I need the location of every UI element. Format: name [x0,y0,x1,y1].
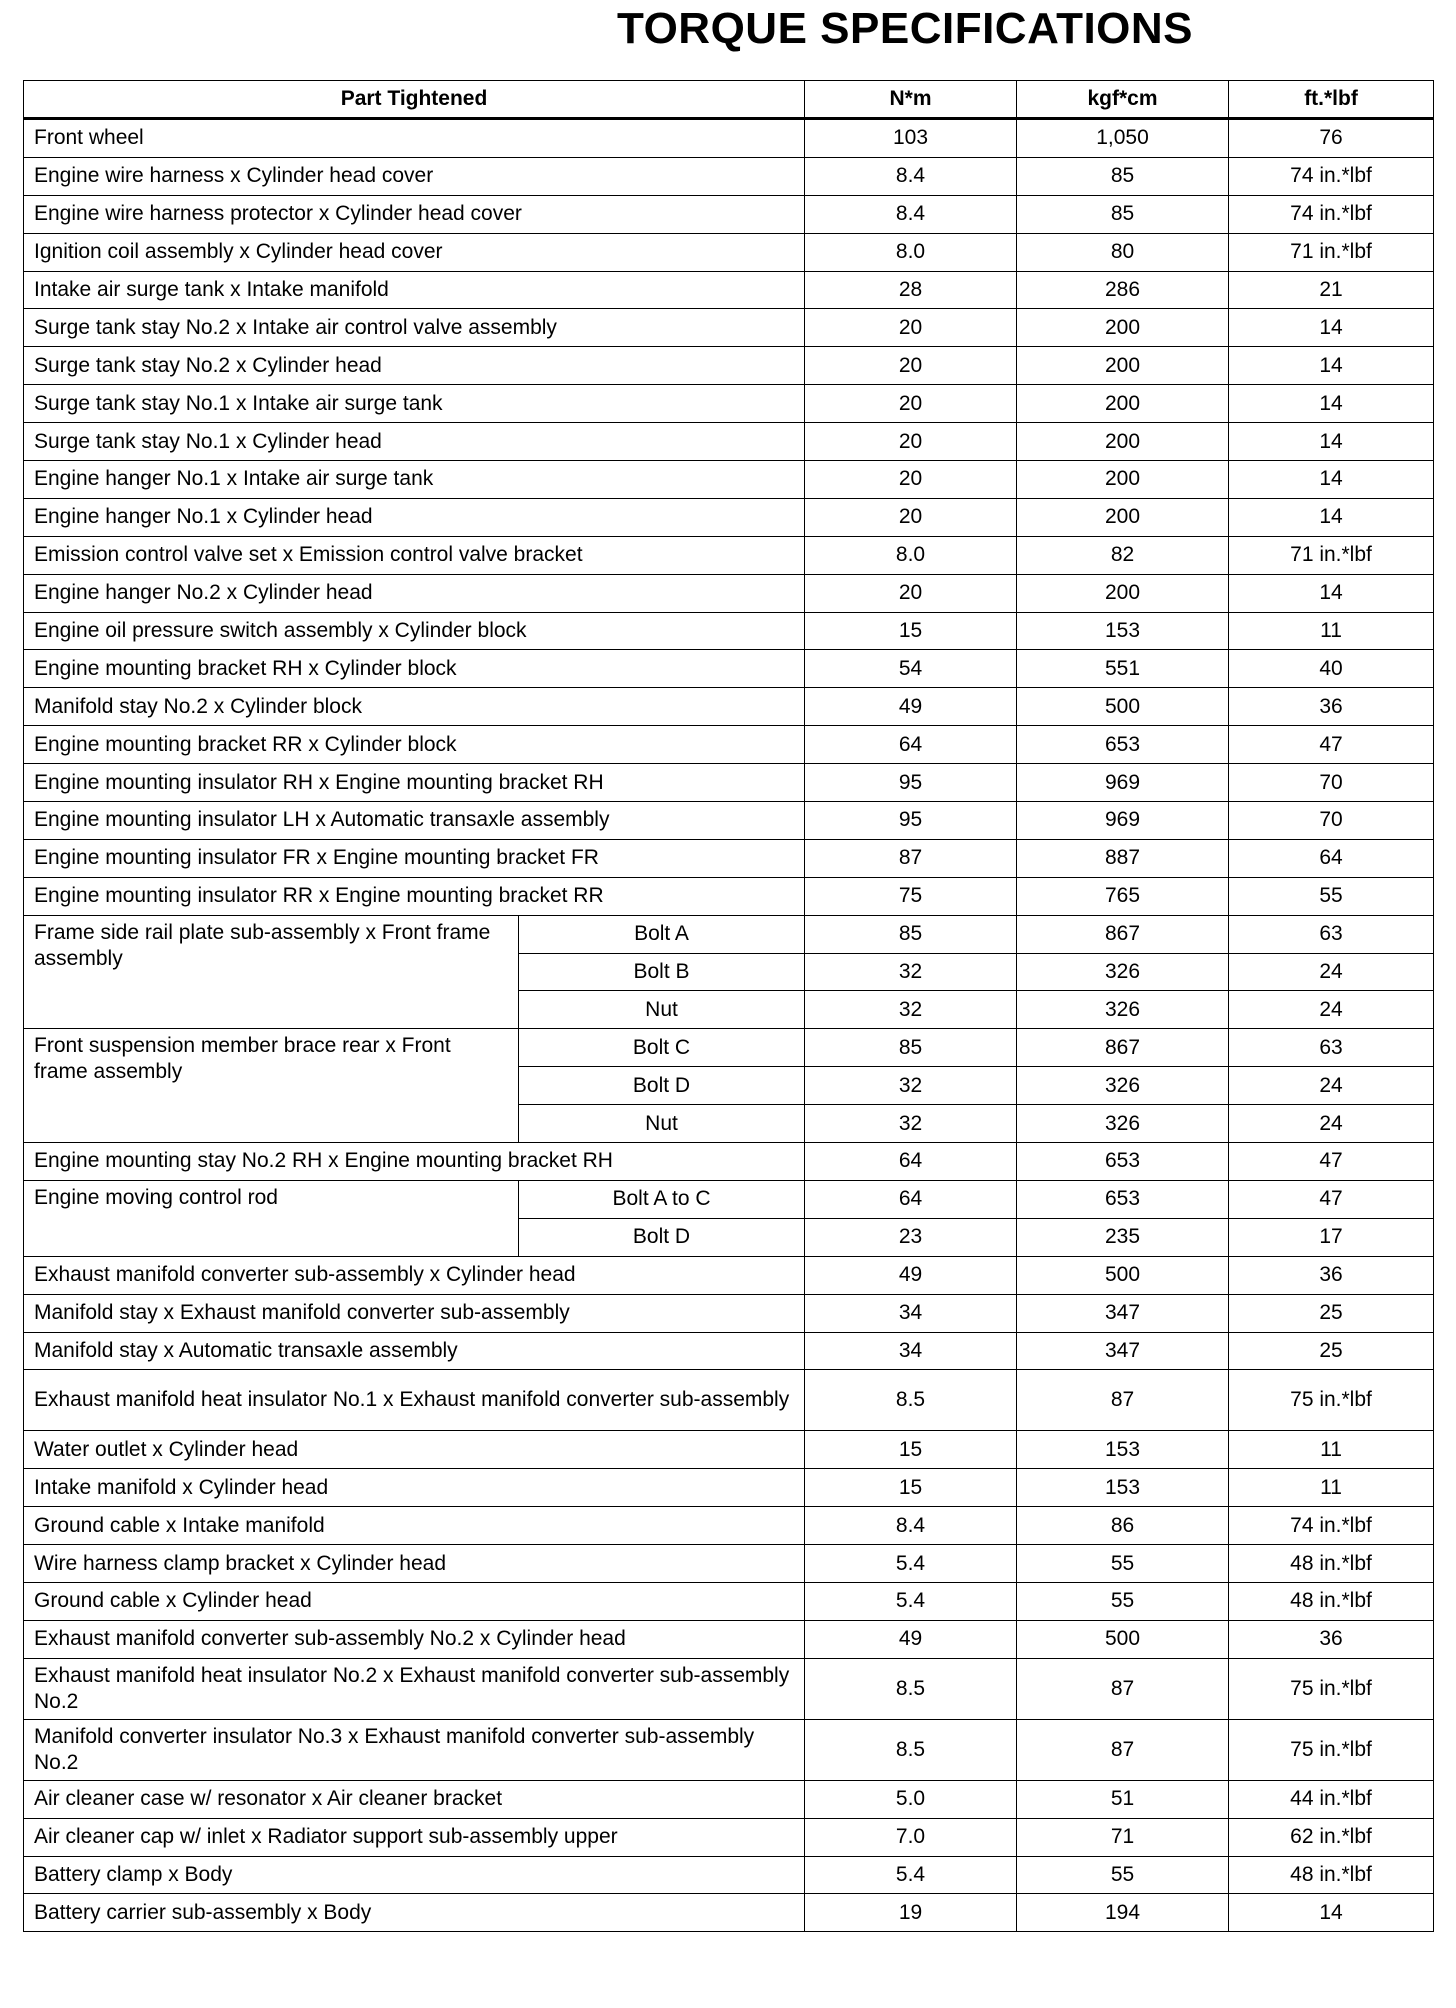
table-row [24,1256,1434,1294]
header-ft-lbf: ft.*lbf [1229,81,1434,119]
table-row [24,157,1434,195]
table-row [24,119,1434,158]
kgf-cm-cell: 326 [1017,991,1229,1029]
kgf-cm-cell: 153 [1017,1469,1229,1507]
table-row [24,574,1434,612]
part-tightened-cell: Engine hanger No.1 x Cylinder head [24,498,805,536]
header-row [24,81,1434,119]
fastener-cell: Bolt C [519,1029,805,1067]
ft-lbf-cell: 75 in.*lbf [1229,1719,1434,1780]
nm-cell: 64 [805,1143,1017,1181]
header-part-tightened: Part Tightened [24,81,805,119]
kgf-cm-cell: 653 [1017,726,1229,764]
nm-cell: 5.4 [805,1582,1017,1620]
part-tightened-cell: Engine mounting insulator RH x Engine mounting bracket RH [24,764,805,802]
nm-cell: 23 [805,1218,1017,1256]
part-tightened-cell: Engine mounting insulator LH x Automatic transaxle assembly [24,802,805,840]
ft-lbf-cell: 62 in.*lbf [1229,1818,1434,1856]
ft-lbf-cell: 24 [1229,953,1434,991]
table-header [24,81,1434,119]
fastener-cell: Nut [519,1105,805,1143]
table-row [24,839,1434,877]
table-row [24,1370,1434,1431]
ft-lbf-cell: 64 [1229,839,1434,877]
kgf-cm-cell: 235 [1017,1218,1229,1256]
part-tightened-cell: Frame side rail plate sub-assembly x Front frame assembly [24,915,519,1029]
page-title: TORQUE SPECIFICATIONS [617,4,1194,53]
nm-cell: 87 [805,839,1017,877]
table-row [24,915,1434,953]
part-tightened-cell: Engine oil pressure switch assembly x Cylinder block [24,612,805,650]
nm-cell: 64 [805,726,1017,764]
table-row [24,1582,1434,1620]
table-row [24,802,1434,840]
part-tightened-cell: Surge tank stay No.1 x Cylinder head [24,423,805,461]
header-kgf-cm: kgf*cm [1017,81,1229,119]
part-tightened-cell: Engine mounting bracket RR x Cylinder block [24,726,805,764]
nm-cell: 20 [805,574,1017,612]
ft-lbf-cell: 40 [1229,650,1434,688]
table-row [24,650,1434,688]
kgf-cm-cell: 286 [1017,271,1229,309]
nm-cell: 8.0 [805,233,1017,271]
ft-lbf-cell: 48 in.*lbf [1229,1856,1434,1894]
kgf-cm-cell: 200 [1017,347,1229,385]
part-tightened-cell: Engine mounting insulator FR x Engine mounting bracket FR [24,839,805,877]
ft-lbf-cell: 11 [1229,612,1434,650]
part-tightened-cell: Engine mounting insulator RR x Engine mounting bracket RR [24,877,805,915]
table-row [24,1545,1434,1583]
table-row [24,1658,1434,1719]
nm-cell: 8.4 [805,1507,1017,1545]
ft-lbf-cell: 70 [1229,764,1434,802]
part-tightened-cell: Surge tank stay No.2 x Cylinder head [24,347,805,385]
fastener-cell: Bolt A [519,915,805,953]
nm-cell: 54 [805,650,1017,688]
nm-cell: 20 [805,461,1017,499]
part-tightened-cell: Engine mounting stay No.2 RH x Engine mounting bracket RH [24,1143,805,1181]
kgf-cm-cell: 347 [1017,1332,1229,1370]
kgf-cm-cell: 200 [1017,309,1229,347]
table-row [24,1719,1434,1780]
part-tightened-cell: Engine wire harness x Cylinder head cover [24,157,805,195]
part-tightened-cell: Exhaust manifold converter sub-assembly x Cylinder head [24,1256,805,1294]
kgf-cm-cell: 153 [1017,1431,1229,1469]
ft-lbf-cell: 25 [1229,1332,1434,1370]
ft-lbf-cell: 17 [1229,1218,1434,1256]
nm-cell: 85 [805,1029,1017,1067]
part-tightened-cell: Engine mounting bracket RH x Cylinder block [24,650,805,688]
ft-lbf-cell: 14 [1229,574,1434,612]
nm-cell: 32 [805,1105,1017,1143]
ft-lbf-cell: 48 in.*lbf [1229,1545,1434,1583]
kgf-cm-cell: 55 [1017,1545,1229,1583]
part-tightened-cell: Exhaust manifold heat insulator No.1 x Exhaust manifold converter sub-assembly [24,1370,805,1431]
nm-cell: 5.4 [805,1545,1017,1583]
header-nm: N*m [805,81,1017,119]
kgf-cm-cell: 969 [1017,802,1229,840]
nm-cell: 103 [805,119,1017,158]
kgf-cm-cell: 200 [1017,498,1229,536]
kgf-cm-cell: 82 [1017,536,1229,574]
nm-cell: 85 [805,915,1017,953]
table-row [24,309,1434,347]
part-tightened-cell: Air cleaner case w/ resonator x Air cleaner bracket [24,1780,805,1818]
part-tightened-cell: Engine hanger No.1 x Intake air surge tank [24,461,805,499]
table-row [24,423,1434,461]
part-tightened-cell: Emission control valve set x Emission control valve bracket [24,536,805,574]
ft-lbf-cell: 55 [1229,877,1434,915]
part-tightened-cell: Front suspension member brace rear x Front frame assembly [24,1029,519,1143]
ft-lbf-cell: 74 in.*lbf [1229,195,1434,233]
table-row [24,764,1434,802]
table-row [24,498,1434,536]
nm-cell: 5.0 [805,1780,1017,1818]
ft-lbf-cell: 14 [1229,385,1434,423]
part-tightened-cell: Wire harness clamp bracket x Cylinder head [24,1545,805,1583]
ft-lbf-cell: 75 in.*lbf [1229,1370,1434,1431]
nm-cell: 20 [805,423,1017,461]
kgf-cm-cell: 326 [1017,953,1229,991]
table-row [24,1180,1434,1218]
table-row [24,347,1434,385]
kgf-cm-cell: 87 [1017,1658,1229,1719]
table-row [24,536,1434,574]
ft-lbf-cell: 48 in.*lbf [1229,1582,1434,1620]
table-row [24,1620,1434,1658]
fastener-cell: Nut [519,991,805,1029]
kgf-cm-cell: 653 [1017,1180,1229,1218]
nm-cell: 8.4 [805,195,1017,233]
part-tightened-cell: Manifold stay x Exhaust manifold converter sub-assembly [24,1294,805,1332]
nm-cell: 95 [805,802,1017,840]
torque-table [23,80,1434,1932]
nm-cell: 49 [805,688,1017,726]
kgf-cm-cell: 85 [1017,157,1229,195]
kgf-cm-cell: 653 [1017,1143,1229,1181]
nm-cell: 95 [805,764,1017,802]
kgf-cm-cell: 500 [1017,1256,1229,1294]
table-row [24,1029,1434,1067]
kgf-cm-cell: 326 [1017,1105,1229,1143]
ft-lbf-cell: 75 in.*lbf [1229,1658,1434,1719]
nm-cell: 32 [805,953,1017,991]
table-row [24,1469,1434,1507]
nm-cell: 20 [805,498,1017,536]
nm-cell: 5.4 [805,1856,1017,1894]
page-header [0,0,1456,58]
fastener-cell: Bolt B [519,953,805,991]
nm-cell: 7.0 [805,1818,1017,1856]
table-row [24,1856,1434,1894]
kgf-cm-cell: 551 [1017,650,1229,688]
kgf-cm-cell: 200 [1017,423,1229,461]
table-row [24,726,1434,764]
ft-lbf-cell: 63 [1229,1029,1434,1067]
ft-lbf-cell: 47 [1229,1180,1434,1218]
kgf-cm-cell: 200 [1017,574,1229,612]
nm-cell: 49 [805,1256,1017,1294]
part-tightened-cell: Water outlet x Cylinder head [24,1431,805,1469]
table-row [24,461,1434,499]
table-row [24,1507,1434,1545]
part-tightened-cell: Engine wire harness protector x Cylinder head cover [24,195,805,233]
table-row [24,688,1434,726]
table-row [24,1780,1434,1818]
ft-lbf-cell: 47 [1229,1143,1434,1181]
ft-lbf-cell: 11 [1229,1469,1434,1507]
kgf-cm-cell: 867 [1017,915,1229,953]
table-row [24,1894,1434,1932]
ft-lbf-cell: 63 [1229,915,1434,953]
part-tightened-cell: Battery carrier sub-assembly x Body [24,1894,805,1932]
kgf-cm-cell: 85 [1017,195,1229,233]
kgf-cm-cell: 765 [1017,877,1229,915]
kgf-cm-cell: 200 [1017,385,1229,423]
part-tightened-cell: Exhaust manifold converter sub-assembly No.2 x Cylinder head [24,1620,805,1658]
ft-lbf-cell: 14 [1229,347,1434,385]
ft-lbf-cell: 14 [1229,309,1434,347]
part-tightened-cell: Air cleaner cap w/ inlet x Radiator support sub-assembly upper [24,1818,805,1856]
ft-lbf-cell: 74 in.*lbf [1229,157,1434,195]
part-tightened-cell: Surge tank stay No.2 x Intake air control valve assembly [24,309,805,347]
kgf-cm-cell: 80 [1017,233,1229,271]
part-tightened-cell: Manifold stay No.2 x Cylinder block [24,688,805,726]
kgf-cm-cell: 887 [1017,839,1229,877]
kgf-cm-cell: 969 [1017,764,1229,802]
table-row [24,1332,1434,1370]
part-tightened-cell: Surge tank stay No.1 x Intake air surge tank [24,385,805,423]
ft-lbf-cell: 36 [1229,688,1434,726]
nm-cell: 8.5 [805,1719,1017,1780]
ft-lbf-cell: 71 in.*lbf [1229,536,1434,574]
nm-cell: 64 [805,1180,1017,1218]
kgf-cm-cell: 326 [1017,1067,1229,1105]
table-row [24,1431,1434,1469]
kgf-cm-cell: 500 [1017,1620,1229,1658]
table-row [24,385,1434,423]
ft-lbf-cell: 36 [1229,1256,1434,1294]
ft-lbf-cell: 71 in.*lbf [1229,233,1434,271]
kgf-cm-cell: 200 [1017,461,1229,499]
table-row [24,877,1434,915]
kgf-cm-cell: 55 [1017,1582,1229,1620]
part-tightened-cell: Engine moving control rod [24,1180,519,1256]
nm-cell: 20 [805,309,1017,347]
nm-cell: 19 [805,1894,1017,1932]
table-row [24,195,1434,233]
kgf-cm-cell: 347 [1017,1294,1229,1332]
nm-cell: 32 [805,1067,1017,1105]
part-tightened-cell: Ground cable x Intake manifold [24,1507,805,1545]
ft-lbf-cell: 25 [1229,1294,1434,1332]
table-row [24,1294,1434,1332]
nm-cell: 34 [805,1332,1017,1370]
table-row [24,233,1434,271]
part-tightened-cell: Ignition coil assembly x Cylinder head cover [24,233,805,271]
ft-lbf-cell: 21 [1229,271,1434,309]
table-row [24,612,1434,650]
ft-lbf-cell: 74 in.*lbf [1229,1507,1434,1545]
nm-cell: 8.5 [805,1370,1017,1431]
table-row [24,271,1434,309]
fastener-cell: Bolt D [519,1218,805,1256]
ft-lbf-cell: 14 [1229,461,1434,499]
ft-lbf-cell: 70 [1229,802,1434,840]
kgf-cm-cell: 1,050 [1017,119,1229,158]
ft-lbf-cell: 24 [1229,1105,1434,1143]
ft-lbf-cell: 36 [1229,1620,1434,1658]
kgf-cm-cell: 55 [1017,1856,1229,1894]
nm-cell: 15 [805,612,1017,650]
kgf-cm-cell: 87 [1017,1719,1229,1780]
nm-cell: 15 [805,1431,1017,1469]
kgf-cm-cell: 71 [1017,1818,1229,1856]
part-tightened-cell: Engine hanger No.2 x Cylinder head [24,574,805,612]
kgf-cm-cell: 86 [1017,1507,1229,1545]
part-tightened-cell: Exhaust manifold heat insulator No.2 x Exhaust manifold converter sub-assembly No.2 [24,1658,805,1719]
nm-cell: 15 [805,1469,1017,1507]
kgf-cm-cell: 51 [1017,1780,1229,1818]
part-tightened-cell: Front wheel [24,119,805,158]
nm-cell: 49 [805,1620,1017,1658]
ft-lbf-cell: 14 [1229,423,1434,461]
nm-cell: 8.4 [805,157,1017,195]
ft-lbf-cell: 44 in.*lbf [1229,1780,1434,1818]
table-row [24,1818,1434,1856]
table-row [24,1143,1434,1181]
ft-lbf-cell: 14 [1229,498,1434,536]
nm-cell: 20 [805,385,1017,423]
ft-lbf-cell: 14 [1229,1894,1434,1932]
nm-cell: 75 [805,877,1017,915]
part-tightened-cell: Intake air surge tank x Intake manifold [24,271,805,309]
nm-cell: 8.5 [805,1658,1017,1719]
fastener-cell: Bolt A to C [519,1180,805,1218]
part-tightened-cell: Ground cable x Cylinder head [24,1582,805,1620]
kgf-cm-cell: 867 [1017,1029,1229,1067]
table-body [24,119,1434,1932]
ft-lbf-cell: 24 [1229,991,1434,1029]
nm-cell: 32 [805,991,1017,1029]
part-tightened-cell: Manifold converter insulator No.3 x Exhaust manifold converter sub-assembly No.2 [24,1719,805,1780]
part-tightened-cell: Manifold stay x Automatic transaxle assembly [24,1332,805,1370]
kgf-cm-cell: 87 [1017,1370,1229,1431]
part-tightened-cell: Battery clamp x Body [24,1856,805,1894]
part-tightened-cell: Intake manifold x Cylinder head [24,1469,805,1507]
kgf-cm-cell: 194 [1017,1894,1229,1932]
nm-cell: 8.0 [805,536,1017,574]
nm-cell: 28 [805,271,1017,309]
ft-lbf-cell: 47 [1229,726,1434,764]
nm-cell: 20 [805,347,1017,385]
ft-lbf-cell: 24 [1229,1067,1434,1105]
kgf-cm-cell: 153 [1017,612,1229,650]
ft-lbf-cell: 76 [1229,119,1434,158]
fastener-cell: Bolt D [519,1067,805,1105]
nm-cell: 34 [805,1294,1017,1332]
kgf-cm-cell: 500 [1017,688,1229,726]
ft-lbf-cell: 11 [1229,1431,1434,1469]
